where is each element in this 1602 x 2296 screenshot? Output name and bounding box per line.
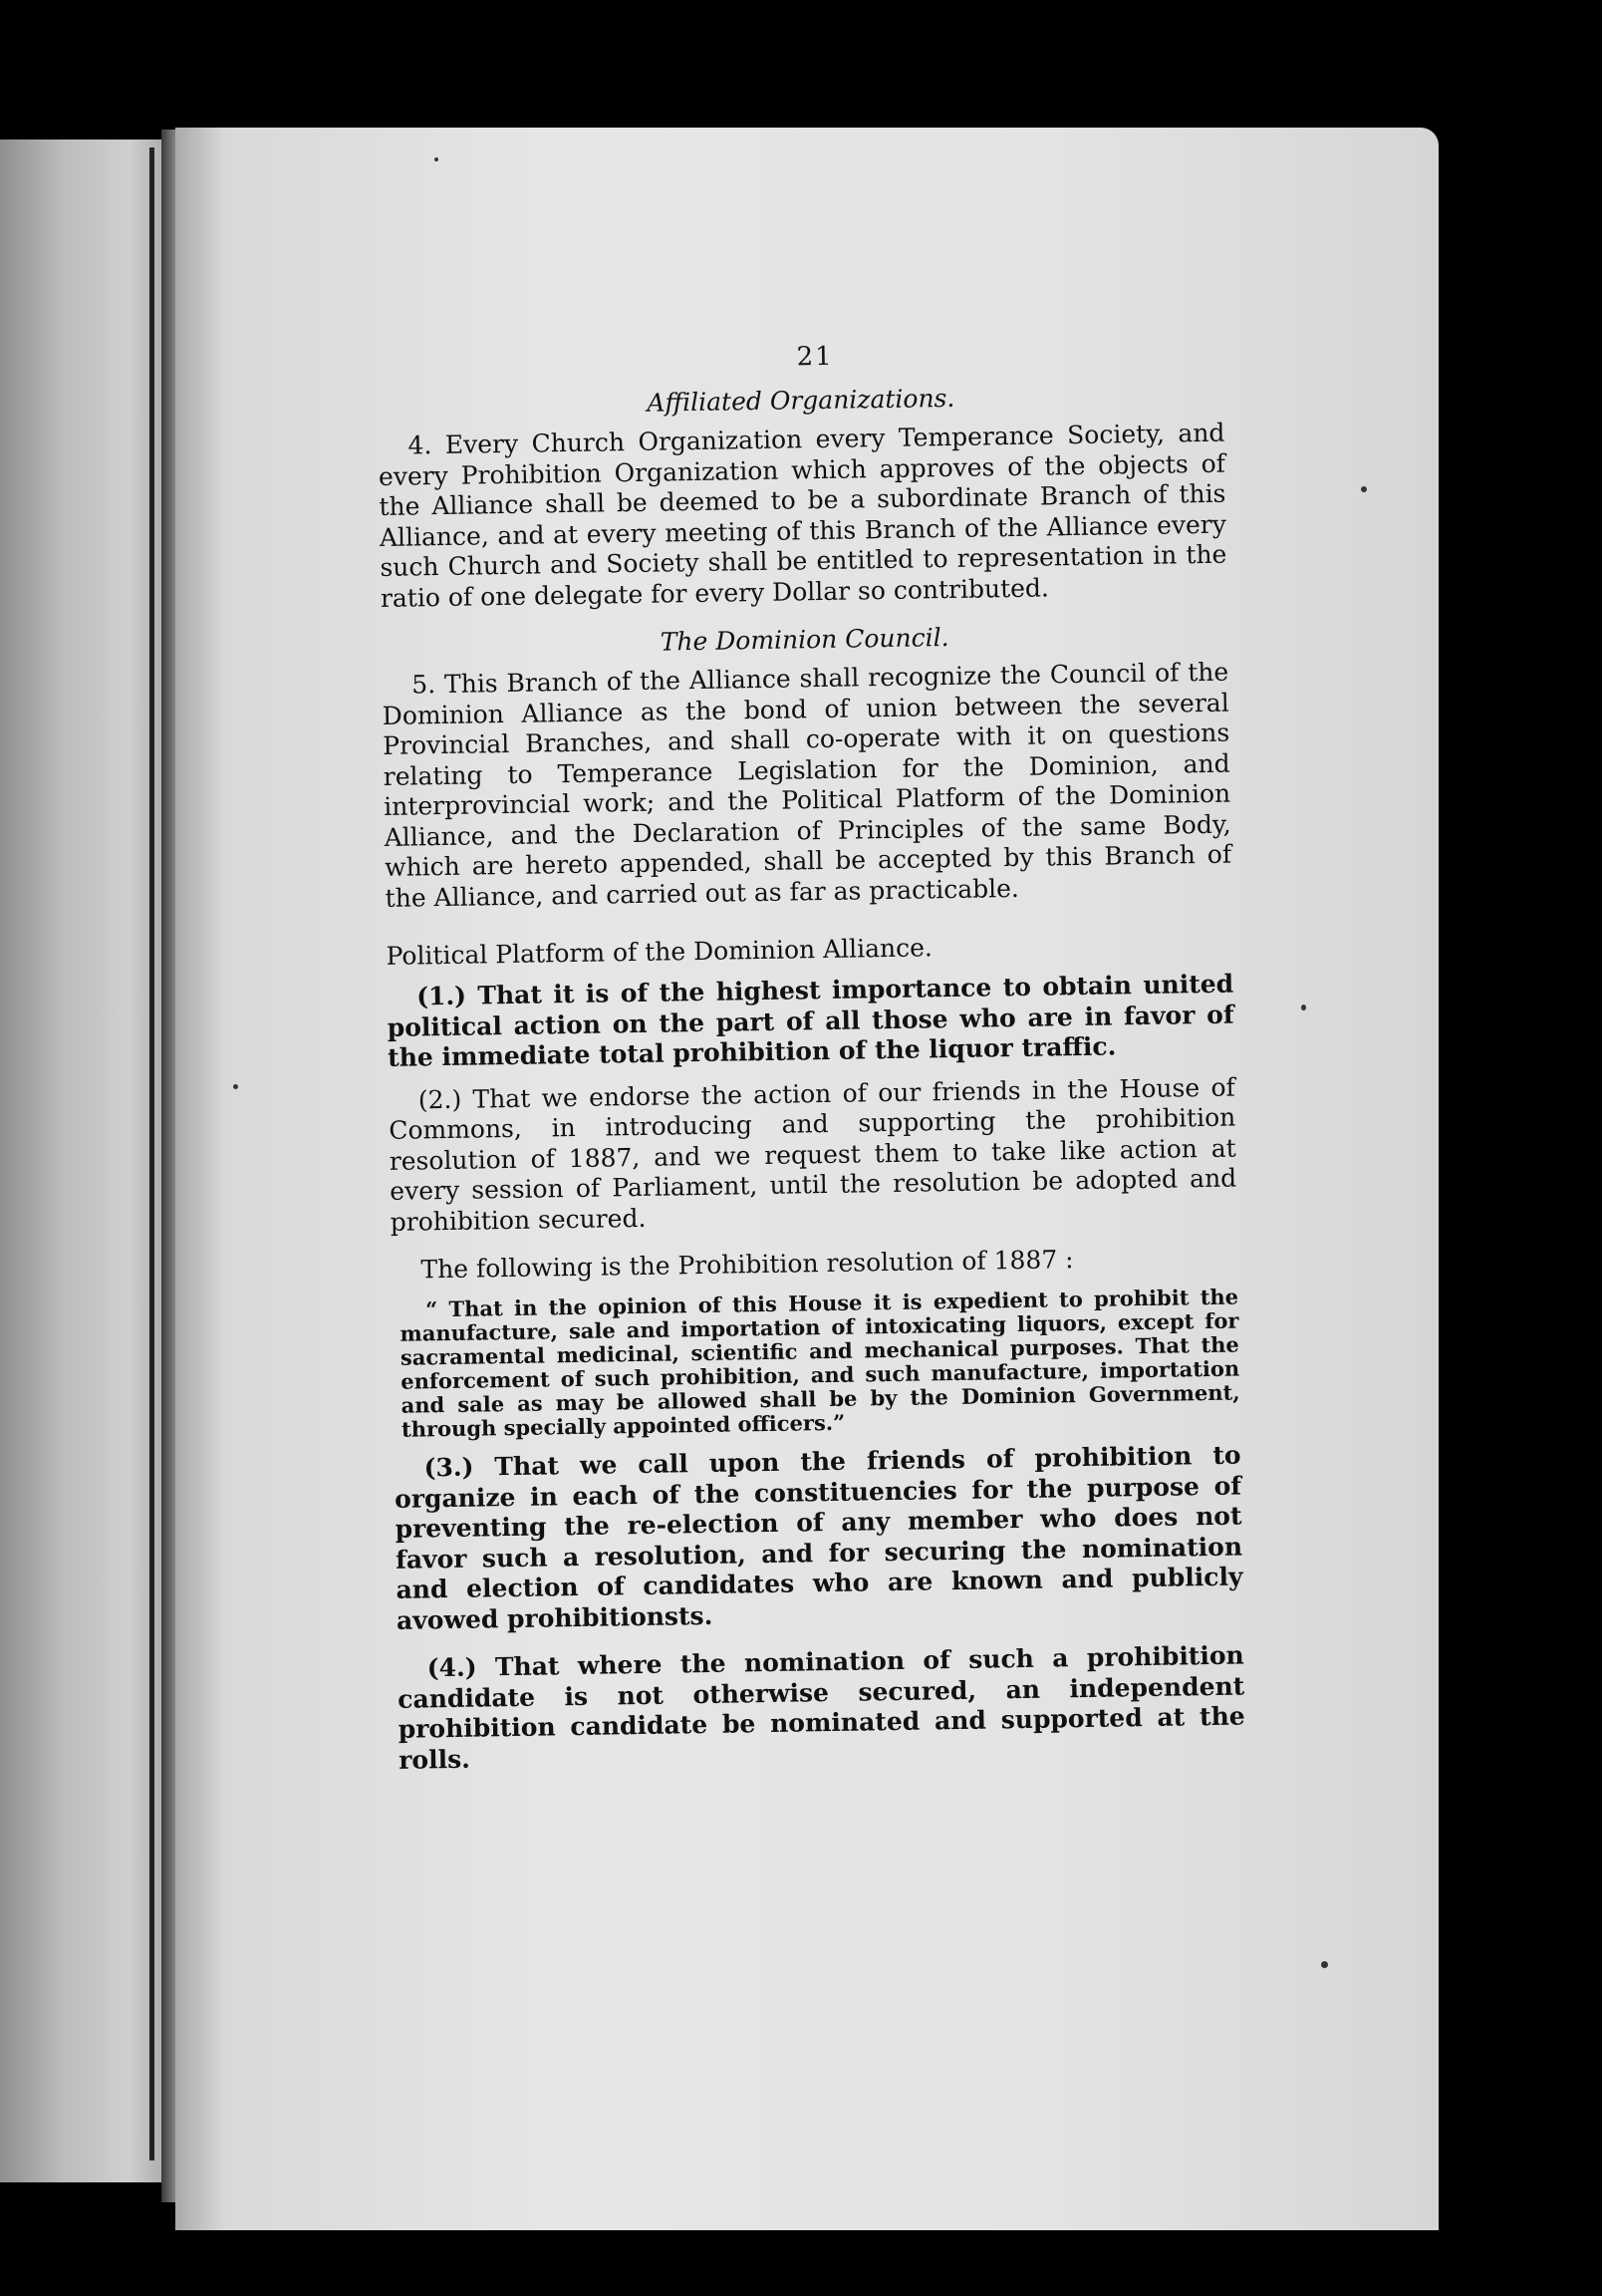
platform-item-1: (1.) That it is of the highest importance to obtain united political action on the part of all those who are in favor of the immediate total prohibition of the liquor traffic. (387, 969, 1234, 1072)
platform-item-3: (3.) That we call upon the friends of prohibition to organize in each of the constituencies for the purpose of preventing the re-election of any member who does not favor such a resolution, and for securing the nomination and election of candidates who are known and publicly avowed prohibitionsts. (394, 1440, 1243, 1635)
left-page-edge (0, 140, 161, 2182)
resolution-quote: “ That in the opinion of this House it is expedient to prohibit the manufacture, sale and importation of intoxicating liquors, except for sacramental medicinal, scientific and mechanical purposes. That the enforcement of such prohibition, and such manufacture, importation and sale as may be allowed shall be by the Dominion Government, through specially appointed officers.” (400, 1284, 1240, 1442)
platform-item-2: (2.) That we endorse the action of our friends in the House of Commons, in introducing and supporting the prohibition resolution of 1887, and we request them to take like action at every session of Parliament, until the resolution be adopted and prohibition secured. (389, 1072, 1237, 1237)
paper-speck (233, 1084, 238, 1089)
paragraph-5: 5. This Branch of the Alliance shall recognize the Council of the Dominion Alliance as the bond of union between the several Provincial Branches, and shall co-operate with it on questions relating to Temperance Legislation for the Dominion, and interprovincial work; and the Political Platform of the Dominion Alliance, and the Declaration of Principles of the same Body, which are hereto appended, shall be accepted by this Branch of the Alliance, and carried out as far as practicable. (382, 657, 1232, 913)
paper-speck (434, 157, 438, 161)
affiliated-heading: Affiliated Organizations. (647, 383, 955, 418)
resolution-intro: The following is the Prohibition resolution of 1887 : (420, 1245, 1074, 1285)
paragraph-4: 4. Every Church Organization every Temperance Society, and every Prohibition Organization which approves of the objects of the Alliance shall be deemed to be a subordinate Branch of this Alliance, and at every meeting of this Branch of the Alliance every such Church and Society shall be entitled to representation in the ratio of one delegate for every Dollar so contributed. (378, 418, 1227, 613)
council-heading: The Dominion Council. (660, 623, 949, 657)
paper-speck (1301, 1004, 1306, 1010)
platform-item-4: (4.) That where the nomination of such a prohibition candidate is not otherwise secured, an independent prohibition candidate be nominated and supported at the rolls. (398, 1640, 1245, 1775)
paper-speck (1321, 1961, 1328, 1968)
gutter-line (149, 147, 154, 2160)
paper-speck (1361, 486, 1367, 492)
platform-heading: Political Platform of the Dominion Alliance. (386, 933, 934, 971)
page-number: 21 (796, 341, 834, 373)
page-text (377, 336, 1245, 1776)
